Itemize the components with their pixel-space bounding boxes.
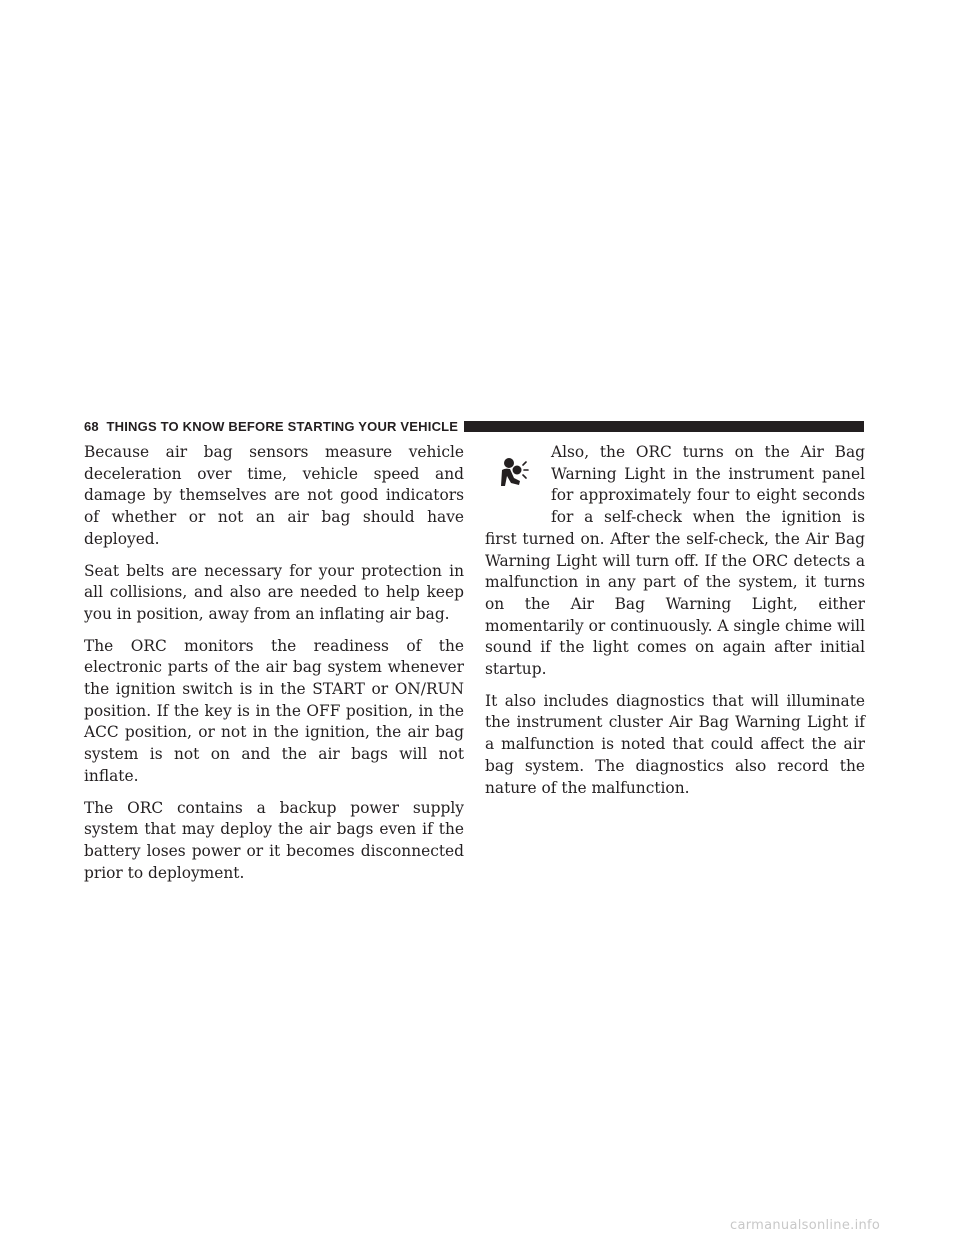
section-title: THINGS TO KNOW BEFORE STARTING YOUR VEHICLE <box>106 418 459 434</box>
left-column <box>84 442 464 894</box>
paragraph: It also includes diagnostics that will illuminate the instrument cluster Air Bag Warning Light if a malfunction is noted that could affect the air bag system. The diagnostics also record the nature of the malfunction. <box>485 691 865 797</box>
page-number: 68 <box>84 418 99 434</box>
paragraph: Also, the ORC turns on the Air Bag Warning Light in the instrument panel for approximately four to eight seconds for a self-check when the ignition is first turned on. After the self-check, the Air Bag Warning Light will turn off. If the ORC detects a malfunction in any part of the system, it turns on the Air Bag Warning Light, either momentarily or continuously. A single chime will sound if the light comes on again after initial startup. <box>485 443 865 679</box>
paragraph: The ORC monitors the readiness of the electronic parts of the air bag system whenever the ignition switch is in the START or ON/RUN position. If the key is in the OFF position, in the ACC position, or not in the ignition, the air bag system is not on and the air bags will not inflate. <box>84 636 464 785</box>
airbag-warning-icon <box>485 442 547 527</box>
paragraph: Because air bag sensors measure vehicle deceleration over time, vehicle speed and damage by themselves are not good indicators of whether or not an air bag should have deployed. <box>84 443 464 548</box>
right-column <box>485 442 865 809</box>
header-rule <box>464 421 864 432</box>
page-header <box>84 415 864 437</box>
page-header-text <box>84 419 458 434</box>
paragraph: The ORC contains a backup power supply system that may deploy the air bags even if the battery loses power or it becomes disconnected prior to deployment. <box>84 798 464 882</box>
watermark-text: carmanualsonline.info <box>730 1218 881 1233</box>
paragraph: Seat belts are necessary for your protection in all collisions, and also are needed to help keep you in position, away from an inflating air bag. <box>84 561 464 623</box>
